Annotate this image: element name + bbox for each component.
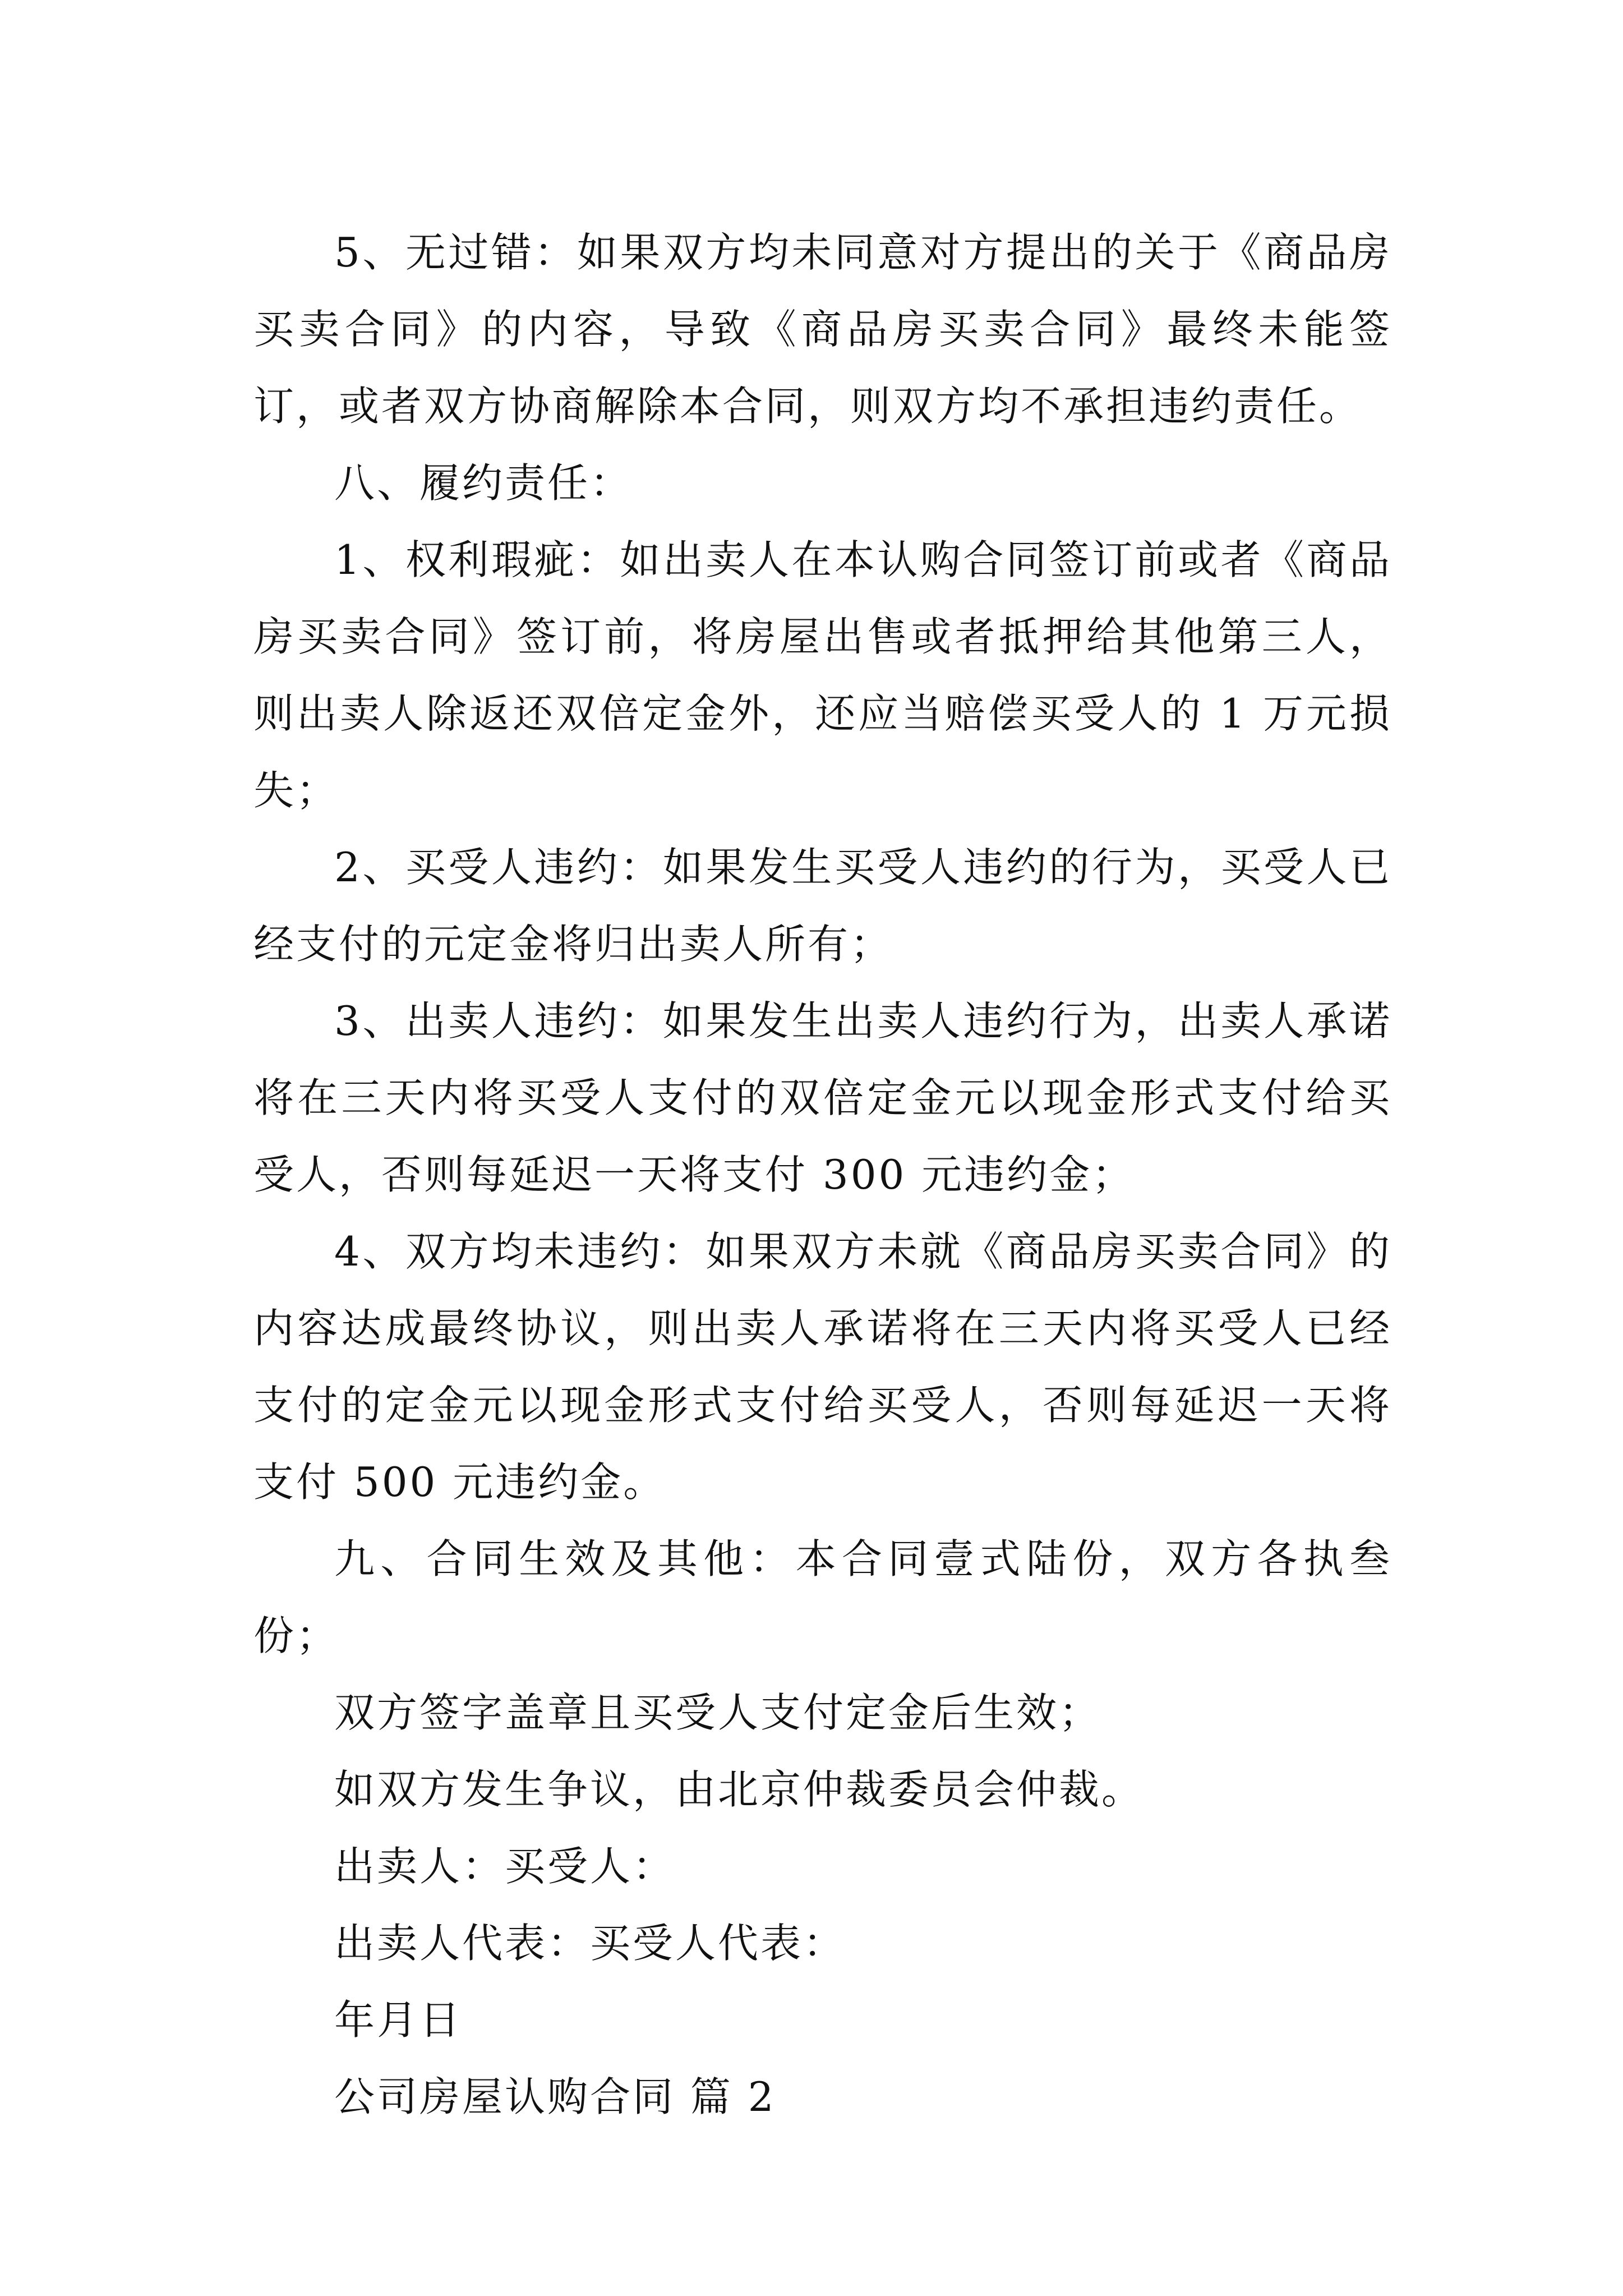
signature-parties: 出卖人：买受人： xyxy=(334,1843,676,1890)
signature-date: 年月日 xyxy=(334,1996,463,2044)
paragraph-effectiveness: 九、合同生效及其他：本合同壹式陆份，双方各执叁份； xyxy=(253,1535,1392,1659)
next-document-title: 公司房屋认购合同 篇 2 xyxy=(334,2073,776,2120)
paragraph-seller-breach: 3、出卖人违约：如果发生出卖人违约行为，出卖人承诺将在三天内将买受人支付的双倍定金元以现金形式支付给买受人，否则每延迟一天将支付 300 元违约金； xyxy=(253,997,1392,1198)
heading-performance-liability: 八、履约责任： xyxy=(334,459,633,507)
document-body xyxy=(253,214,1392,2136)
signature-representatives: 出卖人代表：买受人代表： xyxy=(334,1920,846,1967)
paragraph-no-fault: 5、无过错：如果双方均未同意对方提出的关于《商品房买卖合同》的内容，导致《商品房买卖合同》最终未能签订，或者双方协商解除本合同，则双方均不承担违约责任。 xyxy=(253,229,1392,430)
paragraph-no-breach: 4、双方均未违约：如果双方未就《商品房买卖合同》的内容达成最终协议，则出卖人承诺将在三天内将买受人已经支付的定金元以现金形式支付给买受人，否则每延迟一天将支付 500 元违约金。 xyxy=(253,1228,1392,1506)
paragraph-buyer-breach: 2、买受人违约：如果发生买受人违约的行为，买受人已经支付的元定金将归出卖人所有； xyxy=(253,844,1392,968)
paragraph-arbitration: 如双方发生争议，由北京仲裁委员会仲裁。 xyxy=(334,1766,1145,1813)
paragraph-title-defect: 1、权利瑕疵：如出卖人在本认购合同签订前或者《商品房买卖合同》签订前，将房屋出售或者抵押给其他第三人，则出卖人除返还双倍定金外，还应当赔偿买受人的 1 万元损失； xyxy=(253,536,1392,814)
paragraph-signature-effect: 双方签字盖章且买受人支付定金后生效； xyxy=(334,1689,1102,1736)
